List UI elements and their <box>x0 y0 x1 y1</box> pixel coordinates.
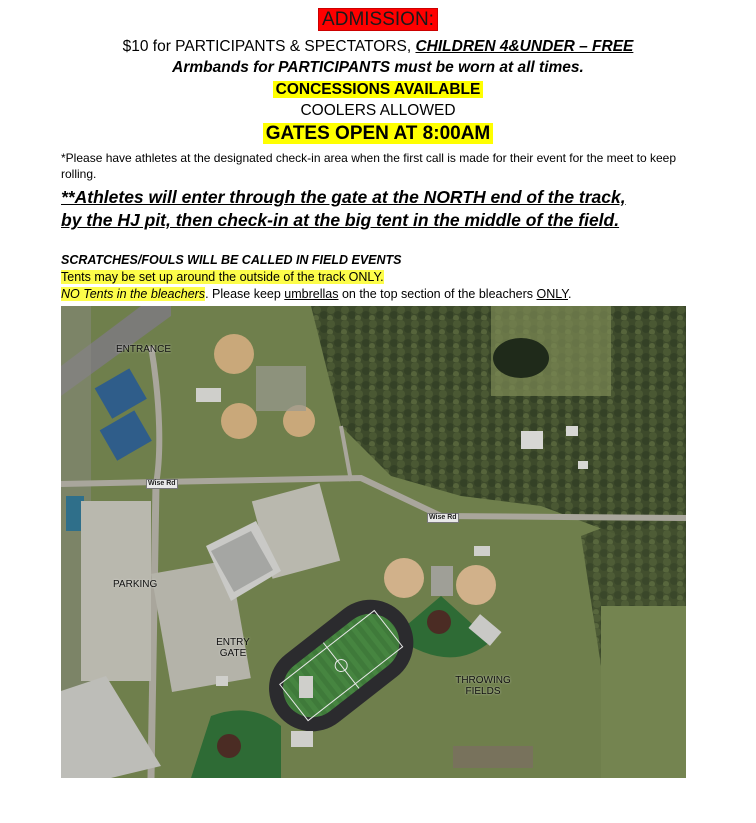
admission-heading <box>0 8 756 32</box>
coolers-line: COOLERS ALLOWED <box>300 102 456 119</box>
athletes-entry-note <box>61 186 701 232</box>
bleachers-part2: on the top section of the bleachers <box>338 287 537 301</box>
children-free-text: CHILDREN 4&UNDER – FREE <box>415 38 634 55</box>
armbands-line: Armbands for PARTICIPANTS must be worn at all times. <box>172 59 584 76</box>
bleachers-line <box>61 286 572 302</box>
athletes-line-2: by the HJ pit, then check-in at the big tent in the middle of the field. <box>61 210 620 230</box>
scratches-line: SCRATCHES/FOULS WILL BE CALLED IN FIELD EVENTS <box>61 253 402 267</box>
parking-label: PARKING <box>113 579 158 590</box>
checkin-note: *Please have athletes at the designated check-in area when the first call is made for their event for the meet to keep rolling. <box>61 151 677 181</box>
gates-line <box>0 122 756 146</box>
wise-rd-sign-1: Wise Rd <box>148 480 176 487</box>
entry-gate-label-line1: ENTRY <box>216 637 250 648</box>
price-line <box>0 37 756 56</box>
concessions-text: CONCESSIONS AVAILABLE <box>273 81 484 98</box>
only-text: ONLY <box>536 287 569 301</box>
bleachers-part1: . Please keep <box>205 287 285 301</box>
entry-gate-label <box>213 637 253 659</box>
tents-line <box>61 269 384 285</box>
wise-rd-sign-2: Wise Rd <box>429 514 457 521</box>
entrance-label: ENTRANCE <box>116 344 172 355</box>
no-tents-text: NO Tents in the bleachers <box>61 287 206 301</box>
umbrellas-text: umbrellas <box>284 287 339 301</box>
gates-text: GATES OPEN AT 8:00AM <box>263 123 494 144</box>
concessions-line <box>0 80 756 99</box>
admission-title: ADMISSION: <box>318 8 438 31</box>
bleachers-end: . <box>568 287 572 301</box>
athletes-line-1: **Athletes will enter through the gate at the NORTH end of the track, <box>61 187 626 207</box>
tents-text: Tents may be set up around the outside of the track ONLY. <box>61 270 384 284</box>
throwing-fields-label-line2: FIELDS <box>465 686 501 697</box>
entry-gate-label-line2: GATE <box>219 648 247 659</box>
throwing-fields-label <box>449 675 517 697</box>
aerial-map-image <box>61 306 686 778</box>
aerial-site-map <box>61 306 686 778</box>
price-text: $10 for PARTICIPANTS & SPECTATORS, <box>122 38 412 55</box>
throwing-fields-label-line1: THROWING <box>455 675 511 686</box>
